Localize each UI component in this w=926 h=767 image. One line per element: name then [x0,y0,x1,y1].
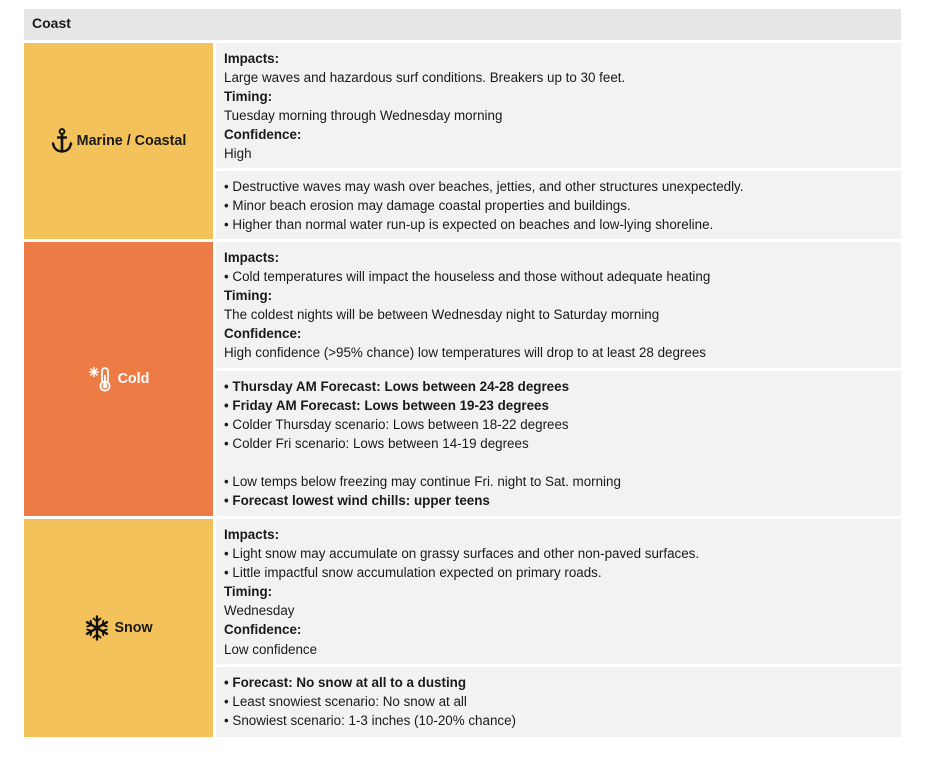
cold-bullet: • Colder Thursday scenario: Lows between 18-22 degrees [224,417,569,433]
marine-bullet: • Minor beach erosion may damage coastal properties and buildings. [224,198,631,214]
cold-bullet: • Colder Fri scenario: Lows between 14-19 degrees [224,436,529,452]
marine-timing: Tuesday morning through Wednesday morning [224,108,503,124]
marine-impacts: Large waves and hazardous surf conditions. Breakers up to 30 feet. [224,70,626,86]
cold-details-block [216,242,901,368]
section-snow [24,519,901,737]
marine-bullet: • Higher than normal water run-up is expected on beaches and low-lying shoreline. [224,217,714,233]
snow-confidence-label: Confidence: [224,622,302,638]
cold-label-cell [24,242,216,516]
section-cold [24,242,901,519]
cold-timing-label: Timing: [224,288,273,304]
snow-bullet: • Snowiest scenario: 1-3 inches (10-20% chance) [224,713,516,729]
marine-confidence: High [224,146,252,162]
snow-confidence: Low confidence [224,641,318,657]
coast-table [24,9,901,737]
cold-bullet: • Forecast lowest wind chills: upper teens [224,493,490,509]
cold-bullet: • Friday AM Forecast: Lows between 19-23 degrees [224,398,549,414]
snow-timing: Wednesday [224,603,295,619]
cold-bullets-block [216,368,901,516]
cold-label: Cold [117,371,150,387]
snow-details-block [216,519,901,664]
cold-bullet: • Thursday AM Forecast: Lows between 24-28 degrees [224,379,570,394]
marine-impacts-label: Impacts: [224,51,280,66]
cold-bullet: • Low temps below freezing may continue Fri. night to Sat. morning [224,474,621,490]
marine-bullets-block [216,168,901,239]
snow-bullet: • Least snowiest scenario: No snow at all [224,694,467,710]
snow-content [216,519,901,737]
cold-timing: The coldest nights will be between Wednesday night to Saturday morning [224,307,660,323]
snow-bullet: • Forecast: No snow at all to a dusting [224,675,467,690]
snow-label: Snow [114,620,153,636]
snow-impacts: • Little impactful snow accumulation expected on primary roads. [224,565,602,581]
section-marine-coastal [24,43,901,242]
snow-bullets-block [216,664,901,737]
snow-impacts: • Light snow may accumulate on grassy surfaces and other non-paved surfaces. [224,546,700,562]
marine-content [216,43,901,239]
cold-content [216,242,901,516]
marine-bullet: • Destructive waves may wash over beaches, jetties, and other structures unexpectedly. [224,179,744,194]
snowflake-icon [84,615,110,641]
cold-impacts: • Cold temperatures will impact the houseless and those without adequate heating [224,269,711,285]
marine-label: Marine / Coastal [76,133,187,149]
table-header: Coast [24,9,901,43]
marine-label-cell [24,43,216,239]
snow-label-cell [24,519,216,737]
snow-timing-label: Timing: [224,584,273,600]
snow-impacts-label: Impacts: [224,527,280,542]
marine-details-block [216,43,901,168]
marine-confidence-label: Confidence: [224,127,302,143]
anchor-icon [51,128,73,154]
spacer [224,453,893,472]
cold-impacts-label: Impacts: [224,250,280,265]
cold-confidence-label: Confidence: [224,326,302,342]
marine-timing-label: Timing: [224,89,273,105]
cold-thermometer-icon [88,366,114,392]
cold-confidence: High confidence (>95% chance) low temperatures will drop to at least 28 degrees [224,345,706,361]
